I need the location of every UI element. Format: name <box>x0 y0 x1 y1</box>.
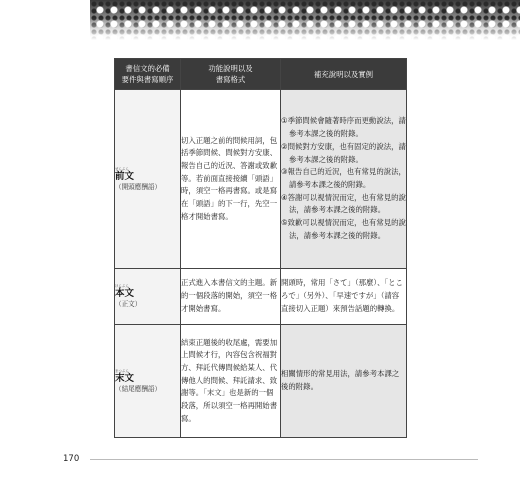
table-header-row <box>115 59 407 90</box>
note-item: ③報告自己的近況，也有常見的說法，請參考本課之後的附錄。 <box>281 167 406 189</box>
note-item: ⑤致歉可以視情況而定，也有常見的說法，請參考本課之後的附錄。 <box>281 218 406 240</box>
ruby-reading: ぜんぶん <box>115 166 129 171</box>
note-item: ②問候對方安康，也有固定的說法，請參考本課之後的附錄。 <box>281 141 406 164</box>
function-cell <box>181 325 281 438</box>
requirement-subtitle: （結尾應酬語） <box>115 384 162 393</box>
note-item: ①季節問候會隨著時序而更動說法，請參考本課之後的附錄。 <box>281 116 406 139</box>
letter-structure-table <box>114 58 407 438</box>
requirement-term: 前文 <box>115 170 135 182</box>
notes-cell <box>281 325 407 438</box>
notes-cell <box>281 269 407 325</box>
requirement-cell <box>115 269 181 325</box>
table-row-matsubun <box>115 325 407 438</box>
header-notes: 補充說明以及實例 <box>281 59 407 90</box>
note-item: 開頭時，常用「さて」（那麼）、「ところで」（另外）、「早速ですが」（請容直接切入正題）來預告話題的轉換。 <box>281 278 403 313</box>
header-requirements: 書信文的必備 要件與書寫順序 <box>115 59 181 90</box>
header-function: 功能說明以及 書寫格式 <box>181 59 281 90</box>
notes-cell <box>281 90 407 269</box>
function-text: 結束正題後的收尾處，需要加上問候才行，內容包含祝福對方、拜託代傳問候給某人、代傳他人的問候、拜託請求、致謝等。「末文」也是新的一個段落，所以須空一格再開始書寫。 <box>181 337 278 423</box>
page-number: 170 <box>63 454 80 464</box>
note-item: ④答謝可以視情況而定，也有常見的說法，請參考本課之後的附錄。 <box>281 192 406 215</box>
requirement-cell <box>115 90 181 269</box>
ruby-reading: ほんぶん <box>115 284 129 288</box>
table-row-zenbun <box>115 90 407 269</box>
function-cell <box>181 90 281 269</box>
footer-divider <box>90 459 478 460</box>
function-text: 切入正題之前的問候用詞，包括季節問候、問候對方安康、報告自己的近況、答謝或致歉等。若前面直接接續「頭語」時，須空一格再書寫。或是寫在「頭語」的下一行，先空一格才開始書寫。 <box>181 135 278 221</box>
requirement-subtitle: （開頭應酬語） <box>115 182 162 191</box>
requirement-term: 末文 <box>115 372 135 384</box>
table-row-honbun <box>115 269 407 325</box>
decorative-banner <box>90 0 520 40</box>
function-text: 正式進入本書信文的主題。新的一個段落的開始，須空一格才開始書寫。 <box>181 278 278 313</box>
requirement-cell <box>115 325 181 438</box>
requirement-term: 本文 <box>115 288 135 299</box>
requirement-subtitle: （正文） <box>115 300 142 308</box>
ruby-reading: まつぶん <box>115 368 129 373</box>
note-item: 相關情形的常見用法，請參考本課之後的附錄。 <box>281 369 400 391</box>
function-cell <box>181 269 281 325</box>
